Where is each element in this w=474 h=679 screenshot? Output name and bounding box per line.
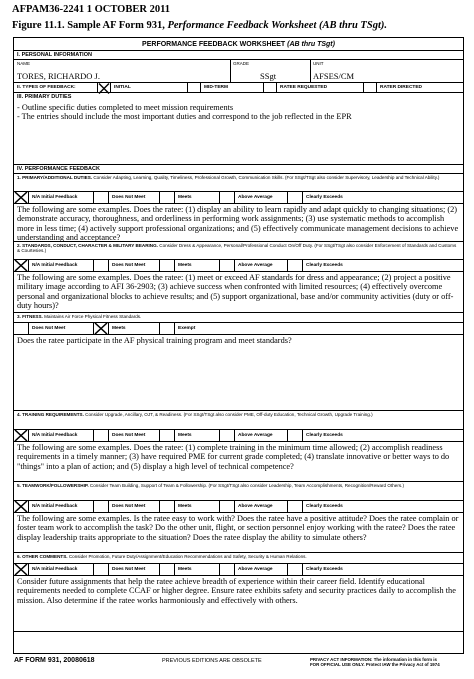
grade-cell[interactable] — [230, 60, 311, 82]
rating-bar — [14, 322, 463, 335]
rating-checkbox[interactable] — [220, 192, 235, 203]
obsolete-notice: PREVIOUS EDITIONS ARE OBSOLETE — [162, 658, 262, 664]
item-comment-text[interactable]: The following are some examples. Does the ratee: (1) display an ability to learn rapidly and adapt quickly to changing situations; (2) demonstrate accuracy, thoroughness, and orderliness in performing work assignments; (3) use systematic methods to accomplish more in less time; (4) actively support professional organizations; and (5) effectively communicate management decisions to achieve understanding and acceptance? — [17, 205, 459, 243]
ratee-requested-checkbox[interactable] — [264, 83, 277, 92]
rating-option[interactable] — [288, 430, 463, 441]
primary-duties-section — [14, 93, 463, 165]
x-mark-icon — [14, 564, 28, 575]
types-label-cell — [14, 83, 98, 92]
rating-label: Above Average — [238, 263, 273, 268]
rating-option[interactable] — [220, 501, 288, 512]
duty-line: - The entries should include the most important duties and correspond to the job reflected in the EPR — [17, 112, 352, 122]
rating-option[interactable] — [220, 260, 288, 271]
rating-checkbox[interactable] — [14, 192, 29, 203]
figure-caption: Figure 11.1. Sample AF Form 931, Performance Feedback Worksheet (AB thru TSgt). — [12, 20, 387, 31]
form-id: AF FORM 931, 20080618 — [14, 657, 95, 664]
item-title: 3. FITNESS. — [17, 314, 43, 319]
privacy-line: PRIVACY ACT INFORMATION: The information in this form is — [310, 657, 437, 662]
performance-feedback-label: IV. PERFORMANCE FEEDBACK — [17, 166, 100, 172]
rating-checkbox[interactable] — [14, 323, 29, 334]
item-description: Consider Promotion, Future Duty/Assignment/Education Recommendations and Safety, Security & Human Relations. — [68, 554, 307, 559]
item-heading — [17, 314, 460, 319]
rating-checkbox[interactable] — [288, 430, 303, 441]
rating-checkbox[interactable] — [288, 501, 303, 512]
rating-bar — [14, 429, 463, 442]
rating-label: Does Not Meet — [32, 326, 66, 331]
rating-option[interactable] — [14, 430, 94, 441]
rating-option[interactable] — [94, 323, 160, 334]
name-cell[interactable] — [14, 60, 231, 82]
rating-checkbox[interactable] — [94, 323, 109, 334]
rating-checkbox[interactable] — [160, 192, 175, 203]
performance-item — [14, 411, 463, 482]
rating-label: Clearly Exceeds — [306, 433, 343, 438]
rating-label: Above Average — [238, 567, 273, 572]
item-heading — [17, 175, 460, 180]
personal-info-row — [14, 60, 463, 83]
rating-label: Above Average — [238, 195, 273, 200]
x-mark-icon — [14, 430, 28, 441]
rating-label: N/A Initial Feedback — [32, 195, 78, 200]
primary-duties-text[interactable] — [17, 103, 460, 122]
rating-option[interactable] — [288, 564, 463, 575]
rating-label: Does Not Meet — [112, 504, 146, 509]
performance-item — [14, 174, 463, 242]
rating-checkbox[interactable] — [288, 260, 303, 271]
unit-value: AFSES/CM — [313, 71, 355, 81]
rating-option[interactable] — [160, 501, 220, 512]
personal-info-label: I. PERSONAL INFORMATION — [17, 52, 92, 58]
privacy-line: FOR OFFICIAL USE ONLY. Protect IAW the Privacy Act of 1974 — [310, 662, 440, 667]
rating-bar — [14, 500, 463, 513]
grade-value: SSgt — [260, 71, 277, 81]
item-comment-text[interactable]: The following are some examples. Does the ratee: (1) meet or exceed AF standards for dress and appearance; (2) project a positive military image according to AFI 36-2903; (3) achieve success when confronted with limited resources; (4) effectively overcome personal and organizational blocks to achieve results; and (5) support organizational, base and/or community activities (duty or off-duty hours)? — [17, 273, 454, 311]
rating-label: Clearly Exceeds — [306, 504, 343, 509]
rating-option[interactable] — [94, 564, 160, 575]
rating-label: Does Not Meet — [112, 433, 146, 438]
rating-checkbox[interactable] — [288, 192, 303, 203]
rating-label: Does Not Meet — [112, 567, 146, 572]
type-ratee-requested[interactable] — [264, 83, 364, 92]
name-value: TORES, RICHARDO J. — [17, 71, 100, 81]
form-title: PERFORMANCE FEEDBACK WORKSHEET (AB thru TSgt) — [142, 41, 335, 48]
item-comment-text[interactable]: Does the ratee participate in the AF physical training program and meet standards? — [17, 336, 292, 345]
item-description: Consider Upgrade, Ancillary, OJT, & Readiness. (For SSgt/TSgt also consider PME, Off-duty Education, Technical Growth, Upgrade Training.) — [85, 412, 373, 417]
rating-checkbox[interactable] — [220, 430, 235, 441]
rating-option[interactable] — [14, 192, 94, 203]
rating-checkbox[interactable] — [220, 501, 235, 512]
rating-checkbox[interactable] — [160, 430, 175, 441]
grade-label: GRADE — [233, 61, 250, 66]
type-initial[interactable] — [98, 83, 188, 92]
rating-checkbox[interactable] — [14, 564, 29, 575]
item-description: Maintains Air Force Physical Fitness Standards. — [44, 314, 142, 319]
rating-option[interactable] — [160, 323, 463, 334]
type-rater-directed[interactable] — [364, 83, 463, 92]
rating-label: Exempt — [178, 326, 196, 331]
rating-label: Meets — [178, 263, 192, 268]
personal-info-header — [14, 51, 463, 60]
rating-label: Clearly Exceeds — [306, 567, 343, 572]
performance-item — [14, 482, 463, 553]
rating-option[interactable] — [288, 501, 463, 512]
rating-label: N/A Initial Feedback — [32, 504, 78, 509]
rating-bar — [14, 191, 463, 204]
performance-item — [14, 313, 463, 411]
rating-option[interactable] — [160, 430, 220, 441]
types-label: II. TYPES OF FEEDBACK: — [17, 85, 76, 90]
rating-checkbox[interactable] — [220, 564, 235, 575]
rating-label: Meets — [112, 326, 126, 331]
rating-label: Meets — [178, 195, 192, 200]
rating-option[interactable] — [14, 564, 94, 575]
rating-option[interactable] — [14, 501, 94, 512]
rating-option[interactable] — [288, 260, 463, 271]
item-comment-text[interactable]: Consider future assignments that help the ratee achieve breadth of experience within their career field. Identify educational requirements needed to complete CCAF or higher degree. Ensure ratee exhibits safety and security practices daily to accomplish the mission. Also determine if the ratee works harmoniously and effectively with others. — [17, 577, 456, 605]
rating-label: Does Not Meet — [112, 195, 146, 200]
item-title: 6. OTHER COMMENTS. — [17, 554, 68, 559]
rating-option[interactable] — [94, 192, 160, 203]
performance-item — [14, 553, 463, 632]
duty-line: - Outline specific duties completed to meet mission requirements — [17, 103, 234, 112]
rating-option[interactable] — [160, 564, 220, 575]
type-initial-label: INITIAL — [114, 85, 131, 90]
rating-label: Above Average — [238, 433, 273, 438]
item-description: Consider Adapting, Learning, Quality, Timeliness, Professional Growth, Communication Skills. (For SSgt/TSgt also consider Supervisory, Leadership and Technical Ability.) — [93, 175, 440, 180]
rating-checkbox[interactable] — [94, 501, 109, 512]
unit-label: UNIT — [313, 61, 324, 66]
rating-checkbox[interactable] — [94, 564, 109, 575]
type-midterm-label: MID-TERM — [204, 85, 228, 90]
rating-bar — [14, 563, 463, 576]
rating-label: Clearly Exceeds — [306, 195, 343, 200]
rating-option[interactable] — [160, 192, 220, 203]
rating-checkbox[interactable] — [14, 430, 29, 441]
rating-checkbox[interactable] — [94, 192, 109, 203]
item-heading — [17, 412, 460, 417]
rating-checkbox[interactable] — [220, 260, 235, 271]
rating-checkbox[interactable] — [160, 501, 175, 512]
rating-checkbox[interactable] — [160, 564, 175, 575]
item-comment-text[interactable]: The following are some examples. Does the ratee: (1) complete training in the minimum time allowed; (2) accomplish readiness requirements in a timely manner; (3) have required PME for current grade completed; (4) translate innovative or better ways to do "things" into a plan of action; and (5) display a high level of technical competence? — [17, 443, 450, 471]
rating-label: N/A Initial Feedback — [32, 433, 78, 438]
x-mark-icon — [14, 501, 28, 512]
types-of-feedback-row — [14, 83, 463, 93]
item-title: 4. TRAINING REQUIREMENTS. — [17, 412, 84, 417]
unit-cell[interactable] — [310, 60, 463, 82]
item-comment-text[interactable]: The following are some examples. Is the ratee easy to work with? Does the ratee have a positive attitude? Does the ratee complain or foster team work to accomplish the task? Do the other unit, flight, or section personnel enjoy working with the ratee? Does the ratee display leadership traits appropriate to the situation? Does the ratee display the ability to simulate others? — [17, 514, 459, 542]
rating-label: Meets — [178, 433, 192, 438]
rating-option[interactable] — [94, 430, 160, 441]
rating-label: N/A Initial Feedback — [32, 567, 78, 572]
rating-checkbox[interactable] — [288, 564, 303, 575]
privacy-notice — [310, 657, 440, 667]
item-title: 5. TEAMWORK/FOLLOWERSHIP. — [17, 483, 89, 488]
rating-option[interactable] — [94, 260, 160, 271]
midterm-checkbox[interactable] — [188, 83, 201, 92]
rating-bar — [14, 259, 463, 272]
type-ratee-requested-label: RATEE REQUESTED — [280, 85, 328, 90]
item-description: Consider Team Building, Support of Team & Followership. (For SSgt/TSgt also consider Leadership, Team Accomplishments, Recognition/Reward Others.) — [89, 483, 404, 488]
rating-checkbox[interactable] — [14, 260, 29, 271]
rating-label: Meets — [178, 504, 192, 509]
rating-label: N/A Initial Feedback — [32, 263, 78, 268]
item-heading — [17, 243, 460, 254]
x-mark-icon — [94, 323, 108, 334]
rating-option[interactable] — [288, 192, 463, 203]
feedback-form — [13, 37, 464, 654]
type-midterm[interactable] — [188, 83, 264, 92]
rating-option[interactable] — [220, 192, 288, 203]
rating-option[interactable] — [160, 260, 220, 271]
rating-option[interactable] — [14, 260, 94, 271]
rating-label: Above Average — [238, 504, 273, 509]
document-header: AFPAM36-2241 1 OCTOBER 2011 — [12, 4, 170, 15]
rating-label: Clearly Exceeds — [306, 263, 343, 268]
x-mark-icon — [14, 260, 28, 271]
rating-checkbox[interactable] — [94, 430, 109, 441]
name-label: NAME — [17, 61, 31, 66]
rating-option[interactable] — [220, 430, 288, 441]
rating-label: Does Not Meet — [112, 263, 146, 268]
performance-item — [14, 242, 463, 313]
rating-option[interactable] — [220, 564, 288, 575]
item-title: 2. STANDARDS, CONDUCT, CHARACTER & MILITARY BEARING. — [17, 243, 158, 248]
initial-checkbox[interactable] — [98, 83, 111, 92]
rating-label: Meets — [178, 567, 192, 572]
rating-checkbox[interactable] — [14, 501, 29, 512]
item-heading — [17, 483, 460, 488]
rater-directed-checkbox[interactable] — [364, 83, 377, 92]
primary-duties-label: III. PRIMARY DUTIES — [17, 94, 72, 100]
rating-option[interactable] — [14, 323, 94, 334]
item-description: Consider Dress & Appearance, Personal/Professional Conduct On/Off Duty. (For SSgt/TSgt also consider Enforcement of Standards and Customs & Courtesies.) — [17, 243, 457, 254]
rating-checkbox[interactable] — [160, 260, 175, 271]
item-title: 1. PRIMARY/ADDITIONAL DUTIES. — [17, 175, 93, 180]
rating-option[interactable] — [94, 501, 160, 512]
x-mark-icon — [14, 192, 28, 203]
item-heading — [17, 554, 460, 559]
rating-checkbox[interactable] — [160, 323, 175, 334]
rating-checkbox[interactable] — [94, 260, 109, 271]
form-title-row — [14, 38, 463, 51]
type-rater-directed-label: RATER DIRECTED — [380, 85, 423, 90]
performance-feedback-header — [14, 165, 463, 174]
